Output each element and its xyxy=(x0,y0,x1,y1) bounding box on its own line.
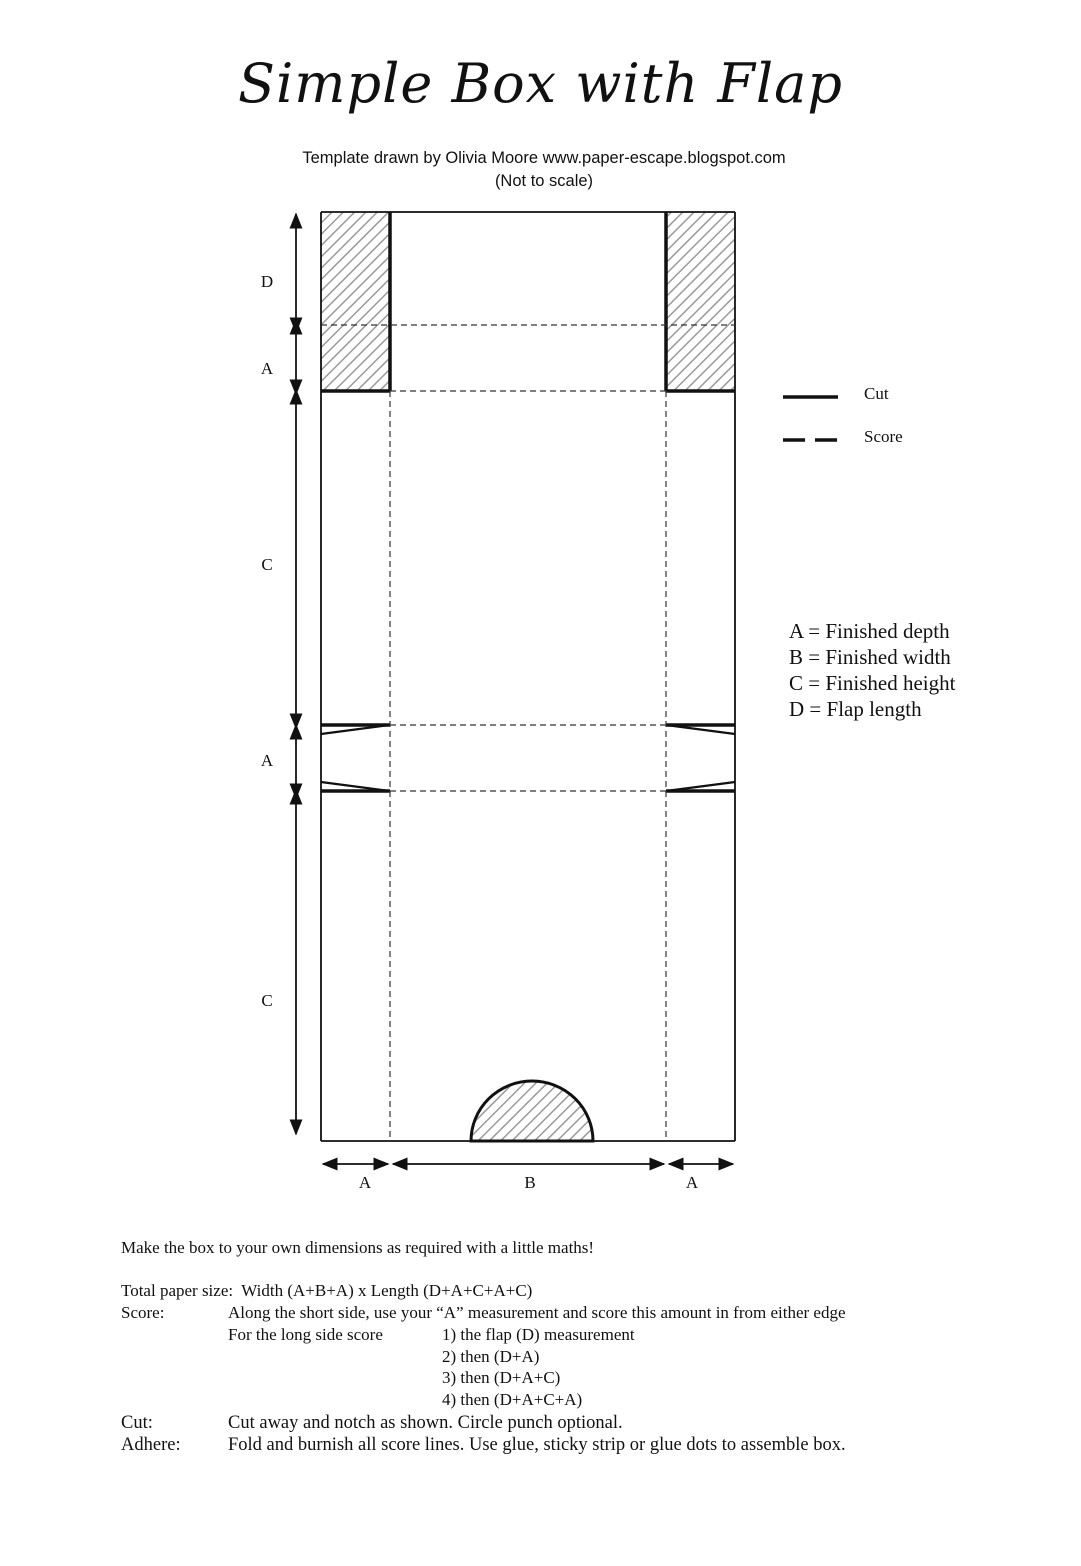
long-side-label: For the long side score xyxy=(228,1325,383,1344)
dim-label-c-lower: C xyxy=(261,991,273,1010)
definition-a: A = Finished depth xyxy=(789,619,950,643)
score-step-1: 1) the flap (D) measurement xyxy=(442,1325,635,1344)
not-to-scale-note: (Not to scale) xyxy=(494,172,594,190)
line-legend xyxy=(783,384,903,446)
score-lines xyxy=(321,325,735,1141)
score-text: Along the short side, use your “A” measurement and score this amount in from either edge xyxy=(228,1303,846,1322)
dim-label-c-upper: C xyxy=(261,555,273,574)
definitions xyxy=(789,619,956,721)
total-size-label: Total paper size: xyxy=(121,1281,234,1300)
cut-label: Cut: xyxy=(121,1413,153,1433)
dim-label-a-bottom-left: A xyxy=(358,1173,372,1192)
page-title: Simple Box with Flap xyxy=(238,52,843,115)
cut-text: Cut away and notch as shown. Circle punch optional. xyxy=(228,1413,623,1433)
dim-label-d: D xyxy=(260,272,274,291)
notches xyxy=(321,725,735,791)
score-step-4: 4) then (D+A+C+A) xyxy=(442,1390,583,1409)
dim-label-b-bottom: B xyxy=(524,1173,536,1192)
credit-line: Template drawn by Olivia Moore www.paper-escape.blogspot.com xyxy=(302,149,786,167)
hatched-cutaway-right xyxy=(666,212,735,391)
score-step-3: 3) then (D+A+C) xyxy=(442,1368,561,1387)
total-size-text: Width (A+B+A) x Length (D+A+C+A+C) xyxy=(241,1281,533,1300)
definition-d: D = Flap length xyxy=(789,697,922,721)
adhere-text: Fold and burnish all score lines. Use glue, sticky strip or glue dots to assemble box. xyxy=(228,1435,846,1455)
cut-legend-label: Cut xyxy=(864,384,889,403)
total-size-row xyxy=(121,1281,532,1301)
score-step-2: 2) then (D+A) xyxy=(442,1347,540,1366)
instructions-intro: Make the box to your own dimensions as required with a little maths! xyxy=(121,1238,595,1257)
thumb-notch xyxy=(471,1081,593,1141)
adhere-label: Adhere: xyxy=(121,1435,181,1455)
score-legend-label: Score xyxy=(864,427,903,446)
dim-label-a-bottom-right: A xyxy=(685,1173,699,1192)
dim-label-a-upper: A xyxy=(260,359,274,378)
definition-c: C = Finished height xyxy=(789,671,956,695)
dim-label-a-lower: A xyxy=(260,751,274,770)
score-label: Score: xyxy=(121,1303,165,1322)
hatched-cutaway-left xyxy=(321,212,390,391)
definition-b: B = Finished width xyxy=(789,645,951,669)
